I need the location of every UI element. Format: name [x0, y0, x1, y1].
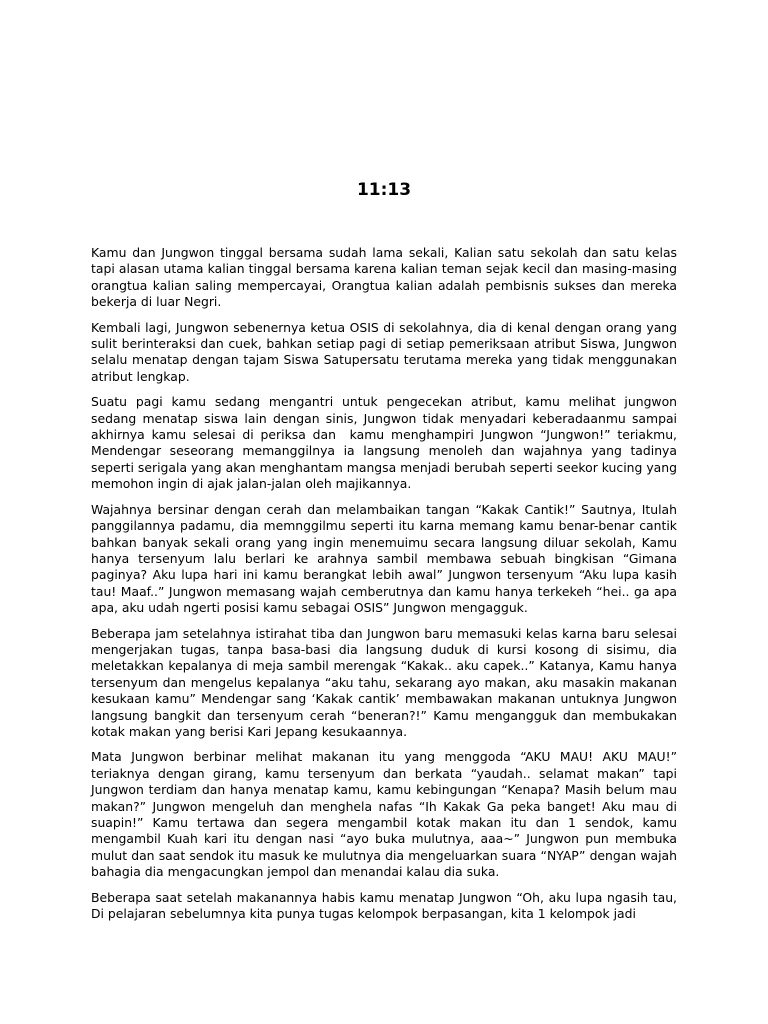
page-title: 11:13 [356, 180, 412, 200]
paragraph-3: Suatu pagi kamu sedang mengantri untuk pengecekan atribut, kamu melihat jungwon sedang menatap siswa lain dengan sinis, Jungwon tidak menyadari keberadaanmu sampai akhirnya kamu selesai di periksa dan kamu menghampiri Jungwon “Jungwon!” teriakmu, Mendengar seseorang memanggilnya ia langsung menoleh dan wajahnya yang tadinya seperti serigala yang akan menghantam mangsa menjadi berubah seperti seekor kucing yang memohon ingin di ajak jalan-jalan oleh majikannya. [91, 394, 681, 492]
paragraph-4: Wajahnya bersinar dengan cerah dan melambaikan tangan “Kakak Cantik!” Sautnya, Itulah panggilannya padamu, dia memnggilmu seperti itu karna memang kamu benar-benar cantik bahkan banyak sekali orang yang ingin menemuimu secara langsung diluar sekolah, Kamu hanya tersenyum lalu berlari ke arahnya sambil membawa sebuah bingkisan “Gimana paginya? Aku lupa hari ini kamu berangkat lebih awal” Jungwon tersenyum “Aku lupa kasih tau! Maaf..” Jungwon memasang wajah cemberutnya dan kamu hanya terkekeh “hei.. ga apa apa, aku udah ngerti posisi kamu sebagai OSIS” Jungwon mengagguk. [91, 501, 681, 616]
paragraph-2: Kembali lagi, Jungwon sebenernya ketua OSIS di sekolahnya, dia di kenal dengan orang yang sulit berinteraksi dan cuek, bahkan setiap pagi di setiap pemeriksaan atribut Siswa, Jungwon selalu menatap dengan tajam Siswa Satupersatu terutama mereka yang tidak menggunakan atribut lengkap. [91, 319, 681, 384]
paragraph-5: Beberapa jam setelahnya istirahat tiba dan Jungwon baru memasuki kelas karna baru selesai mengerjakan tugas, tanpa basa-basi dia langsung duduk di kursi kosong di sisimu, dia meletakkan kepalanya di meja sambil merengak “Kakak.. aku capek..” Katanya, Kamu hanya tersenyum dan mengelus kepalanya “aku tahu, sekarang ayo makan, aku masakin makanan kesukaan kamu” Mendengar sang ‘Kakak cantik’ membawakan makanan untuknya Jungwon langsung bangkit dan tersenyum cerah “beneran?!” Kamu mengangguk dan membukakan kotak makan yang berisi Kari Jepang kesukaannya. [91, 625, 681, 739]
document-body [91, 245, 681, 931]
paragraph-1: Kamu dan Jungwon tinggal bersama sudah lama sekali, Kalian satu sekolah dan satu kelas tapi alasan utama kalian tinggal bersama karena kalian teman sejak kecil dan masing-masing orangtua kalian saling mempercayai, Orangtua kalian adalah pembisnis sukses dan mereka bekerja di luar Negri. [91, 245, 681, 310]
paragraph-7: Beberapa saat setelah makanannya habis kamu menatap Jungwon “Oh, aku lupa ngasih tau, Di pelajaran sebelumnya kita punya tugas kelompok berpasangan, kita 1 kelompok jadi [91, 889, 681, 922]
paragraph-6: Mata Jungwon berbinar melihat makanan itu yang menggoda “AKU MAU! AKU MAU!” teriaknya dengan girang, kamu tersenyum dan berkata “yaudah.. selamat makan” tapi Jungwon terdiam dan hanya menatap kamu, kamu kebingungan “Kenapa? Masih belum mau makan?” Jungwon mengeluh dan menghela nafas “Ih Kakak Ga peka banget! Aku mau di suapin!” Kamu tertawa dan segera mengambil kotak makan itu dan 1 sendok, kamu mengambil Kuah kari itu dengan nasi “ayo buka mulutnya, aaa~” Jungwon pun membuka mulut dan saat sendok itu masuk ke mulutnya dia mengeluarkan suara “NYAP” dengan wajah bahagia dia mengacungkan jempol dan menandai kalau dia suka. [91, 749, 681, 880]
